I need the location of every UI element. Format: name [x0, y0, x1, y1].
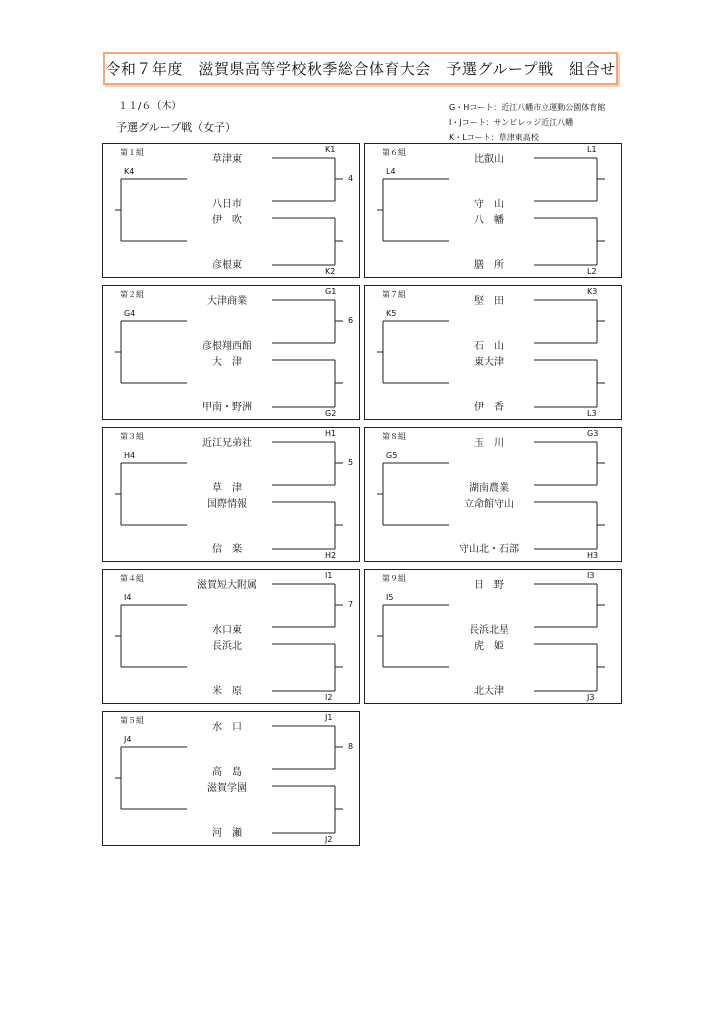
team-bottom: 伊 香 [474, 402, 504, 413]
team-mid1: 湖南農業 [469, 483, 509, 494]
seed-label-bottom: J3 [587, 693, 595, 702]
match-number: 4 [348, 174, 354, 183]
seed-label-top: G3 [587, 429, 599, 438]
team-mid2: 国際情報 [207, 499, 247, 510]
date-label: １１/６（木） [118, 101, 182, 112]
team-bottom: 守山北・石部 [459, 544, 519, 555]
group-title: 第２組 [120, 290, 144, 299]
team-top: 水 口 [212, 722, 242, 733]
page-title: 令和７年度 滋賀県高等学校秋季総合体育大会 予選グループ戦 組合せ [103, 52, 618, 85]
seed-label-left: G5 [386, 451, 398, 460]
seed-label-bottom: G2 [325, 409, 337, 418]
team-top: 日 野 [474, 580, 504, 591]
match-number: 6 [348, 316, 354, 325]
seed-label-left: I5 [386, 593, 394, 602]
group-card [102, 711, 360, 846]
seed-label-left: H4 [124, 451, 136, 460]
group-card [364, 285, 622, 420]
team-bottom: 彦根東 [212, 260, 242, 271]
seed-label-left: I4 [124, 593, 132, 602]
seed-label-left: G4 [124, 309, 136, 318]
group-card [102, 427, 360, 562]
match-number: 7 [348, 600, 354, 609]
team-top: 堅 田 [474, 296, 504, 307]
court-info-gh: G・Hコート：近江八幡市立運動公園体育館 [449, 103, 606, 112]
group-card [364, 569, 622, 704]
group-title: 第４組 [120, 574, 144, 583]
seed-label-left: K5 [386, 309, 397, 318]
group-title: 第１組 [120, 148, 144, 157]
court-list [449, 100, 605, 145]
team-mid1: 高 島 [212, 767, 242, 778]
team-mid2: 伊 吹 [212, 215, 242, 226]
team-mid1: 長浜北星 [469, 625, 509, 636]
seed-label-top: H1 [325, 429, 337, 438]
seed-label-bottom: L2 [587, 267, 597, 276]
seed-label-bottom: K2 [325, 267, 336, 276]
team-top: 比叡山 [474, 154, 504, 165]
category-label: 予選グループ戦（女子） [116, 121, 237, 134]
team-mid1: 石 山 [474, 341, 504, 352]
team-mid1: 彦根翔西館 [202, 341, 252, 352]
seed-label-left: K4 [124, 167, 135, 176]
team-bottom: 膳 所 [474, 260, 504, 271]
seed-label-top: L1 [587, 145, 597, 154]
group-card [364, 143, 622, 278]
team-bottom: 甲南・野洲 [202, 402, 252, 413]
seed-label-left: L4 [386, 167, 396, 176]
group-title: 第６組 [382, 148, 406, 157]
seed-label-bottom: H2 [325, 551, 337, 560]
team-mid1: 水口東 [212, 625, 242, 636]
seed-label-bottom: H3 [587, 551, 599, 560]
group-title: 第７組 [382, 290, 406, 299]
team-top: 草津東 [212, 154, 242, 165]
team-mid2: 大 津 [212, 357, 242, 368]
group-title: 第９組 [382, 574, 406, 583]
group-title: 第３組 [120, 432, 144, 441]
group-card [102, 143, 360, 278]
seed-label-top: K3 [587, 287, 598, 296]
seed-label-left: J4 [124, 735, 132, 744]
team-mid2: 滋賀学園 [207, 783, 247, 794]
seed-label-top: J1 [325, 713, 333, 722]
seed-label-top: I3 [587, 571, 595, 580]
court-info-kl: K・Lコート：草津東高校 [449, 133, 539, 142]
team-top: 玉 川 [474, 438, 504, 449]
team-top: 近江兄弟社 [202, 438, 252, 449]
team-mid1: 草 津 [212, 483, 242, 494]
team-mid1: 八日市 [212, 199, 242, 210]
team-bottom: 北大津 [474, 686, 504, 697]
court-info-ij: I・Jコート：サンビレッジ近江八幡 [449, 118, 574, 127]
group-card [364, 427, 622, 562]
team-mid2: 虎 姫 [474, 641, 504, 652]
seed-label-top: K1 [325, 145, 336, 154]
group-card [102, 569, 360, 704]
match-number: 5 [348, 458, 354, 467]
match-number: 8 [348, 742, 354, 751]
team-bottom: 信 楽 [212, 544, 242, 555]
group-title: 第８組 [382, 432, 406, 441]
seed-label-top: I1 [325, 571, 333, 580]
seed-label-bottom: L3 [587, 409, 597, 418]
team-top: 大津商業 [207, 296, 247, 307]
seed-label-top: G1 [325, 287, 337, 296]
team-bottom: 米 原 [212, 686, 242, 697]
group-title: 第５組 [120, 716, 144, 725]
team-mid2: 東大津 [474, 357, 504, 368]
team-mid2: 立命館守山 [464, 499, 514, 510]
seed-label-bottom: I2 [325, 693, 333, 702]
seed-label-bottom: J2 [325, 835, 333, 844]
team-mid2: 長浜北 [212, 641, 242, 652]
team-mid2: 八 幡 [474, 215, 504, 226]
team-bottom: 河 瀬 [212, 828, 242, 839]
team-top: 滋賀短大附属 [197, 580, 257, 591]
team-mid1: 守 山 [474, 199, 504, 210]
group-card [102, 285, 360, 420]
